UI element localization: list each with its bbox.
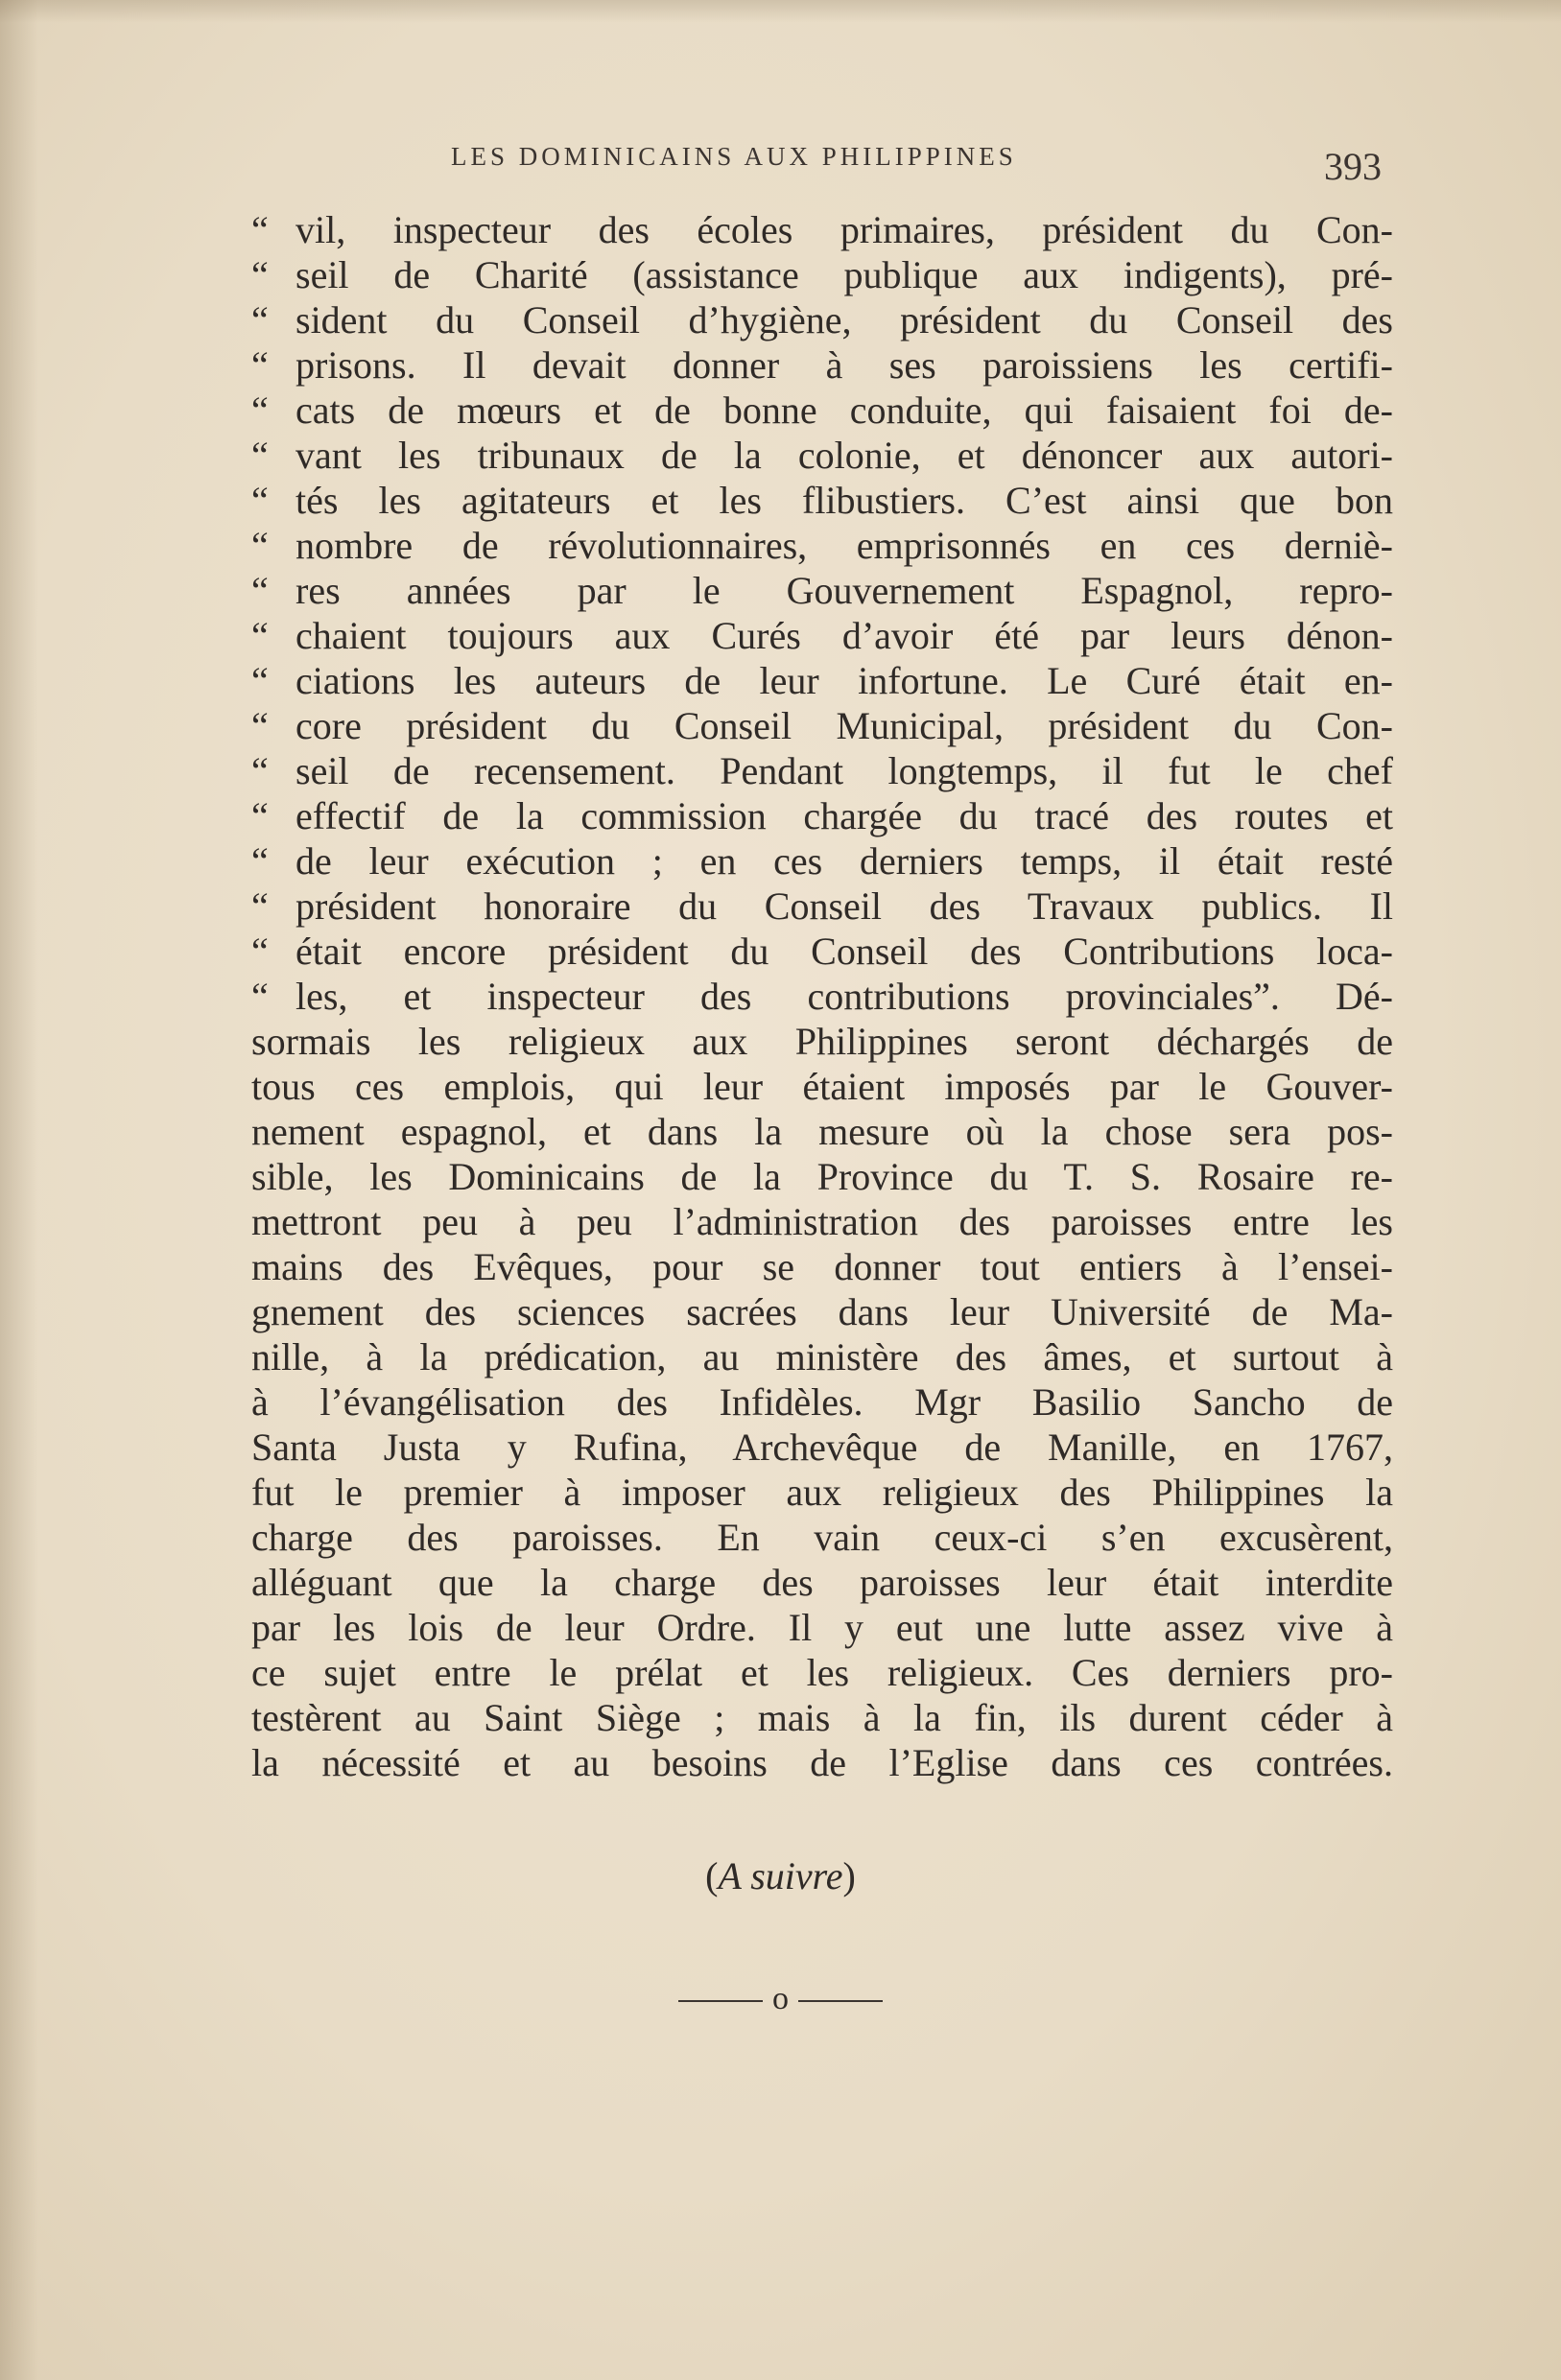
- text-line: fut le premier à imposer aux religieux des Philippines la: [251, 1471, 1393, 1514]
- line-text: de leur exécution ; en ces derniers temps, il était resté: [296, 839, 1393, 883]
- quote-mark: “: [251, 479, 269, 522]
- quoted-text-line: [251, 929, 1393, 974]
- line-text: effectif de la commission chargée du tracé des routes et: [296, 794, 1393, 837]
- text-line: mains des Evêques, pour se donner tout entiers à l’ensei-: [251, 1245, 1393, 1288]
- quoted-text-line: [251, 252, 1393, 297]
- ornament-rule-left: [678, 2000, 763, 2002]
- page-number: 393: [1324, 145, 1382, 188]
- quoted-text-line: [251, 207, 1393, 252]
- text-line: sible, les Dominicains de la Province du T. S. Rosaire re-: [251, 1155, 1393, 1198]
- quoted-text-line: [251, 884, 1393, 929]
- text-line: Santa Justa y Rufina, Archevêque de Manille, en 1767,: [251, 1426, 1393, 1469]
- quoted-text-line: [251, 838, 1393, 884]
- line-text: prisons. Il devait donner à ses paroissiens les certifi-: [296, 343, 1393, 387]
- text-line: nement espagnol, et dans la mesure où la chose sera pos-: [251, 1110, 1393, 1153]
- quoted-text-line: [251, 433, 1393, 478]
- continued-text: A suivre: [718, 1854, 843, 1897]
- quote-mark: “: [251, 524, 269, 567]
- text-line: nille, à la prédication, au ministère des âmes, et surtout à: [251, 1335, 1393, 1379]
- text-line: par les lois de leur Ordre. Il y eut une lutte assez vive à: [251, 1606, 1393, 1649]
- text-line: mettront peu à peu l’administration des paroisses entre les: [251, 1200, 1393, 1243]
- quote-mark: “: [251, 975, 269, 1018]
- quote-mark: “: [251, 614, 269, 657]
- line-text: chaient toujours aux Curés d’avoir été par leurs dénon-: [296, 614, 1393, 657]
- quote-mark: “: [251, 208, 269, 251]
- quoted-text-line: [251, 748, 1393, 793]
- text-line: sormais les religieux aux Philippines seront déchargés de: [251, 1020, 1393, 1063]
- spine-shadow: [0, 0, 38, 2380]
- line-text: res années par le Gouvernement Espagnol, repro-: [296, 569, 1393, 612]
- text-line: à l’évangélisation des Infidèles. Mgr Basilio Sancho de: [251, 1380, 1393, 1424]
- line-text: président honoraire du Conseil des Travaux publics. Il: [296, 884, 1393, 928]
- text-line: gnement des sciences sacrées dans leur Université de Ma-: [251, 1290, 1393, 1333]
- quote-mark: “: [251, 749, 269, 792]
- section-ornament: [0, 1981, 1561, 2017]
- quote-mark: “: [251, 253, 269, 296]
- text-line: la nécessité et au besoins de l’Eglise dans ces contrées.: [251, 1741, 1393, 1784]
- quoted-text-line: [251, 703, 1393, 748]
- line-text: seil de Charité (assistance publique aux indigents), pré-: [296, 253, 1393, 296]
- quote-mark: “: [251, 704, 269, 747]
- text-line: alléguant que la charge des paroisses leur était interdite: [251, 1561, 1393, 1604]
- quoted-passage: [251, 207, 1393, 1019]
- ornament-glyph: o: [772, 1981, 789, 2016]
- quote-mark: “: [251, 298, 269, 342]
- line-text: sident du Conseil d’hygiène, président du Conseil des: [296, 298, 1393, 342]
- text-line: ce sujet entre le prélat et les religieux. Ces derniers pro-: [251, 1651, 1393, 1694]
- quoted-text-line: [251, 297, 1393, 342]
- line-text: vil, inspecteur des écoles primaires, président du Con-: [296, 208, 1393, 251]
- body-text: [251, 207, 1393, 1785]
- quote-mark: “: [251, 884, 269, 928]
- quote-mark: “: [251, 389, 269, 432]
- line-text: nombre de révolutionnaires, emprisonnés en ces derniè-: [296, 524, 1393, 567]
- quote-mark: “: [251, 659, 269, 702]
- quoted-text-line: [251, 388, 1393, 433]
- paren-open: (: [705, 1854, 719, 1897]
- quote-mark: “: [251, 930, 269, 973]
- quote-mark: “: [251, 343, 269, 387]
- quote-mark: “: [251, 794, 269, 837]
- line-text: les, et inspecteur des contributions provinciales”. Dé-: [296, 975, 1393, 1018]
- line-text: core président du Conseil Municipal, président du Con-: [296, 704, 1393, 747]
- quote-mark: “: [251, 434, 269, 477]
- quoted-text-line: [251, 568, 1393, 613]
- text-line: tous ces emplois, qui leur étaient imposés par le Gouver-: [251, 1065, 1393, 1108]
- ornament-rule-right: [798, 2000, 883, 2002]
- line-text: ciations les auteurs de leur infortune. Le Curé était en-: [296, 659, 1393, 702]
- line-text: seil de recensement. Pendant longtemps, il fut le chef: [296, 749, 1393, 792]
- quoted-text-line: [251, 342, 1393, 388]
- quoted-text-line: [251, 478, 1393, 523]
- quoted-text-line: [251, 974, 1393, 1019]
- top-shadow: [0, 0, 1561, 23]
- line-text: était encore président du Conseil des Contributions loca-: [296, 930, 1393, 973]
- text-line: testèrent au Saint Siège ; mais à la fin, ils durent céder à: [251, 1696, 1393, 1739]
- quoted-text-line: [251, 523, 1393, 568]
- paren-close: ): [842, 1854, 856, 1897]
- main-paragraph: [251, 1019, 1393, 1785]
- line-text: tés les agitateurs et les flibustiers. C’est ainsi que bon: [296, 479, 1393, 522]
- to-be-continued: [0, 1853, 1561, 1898]
- quote-mark: “: [251, 839, 269, 883]
- quoted-text-line: [251, 793, 1393, 838]
- quoted-text-line: [251, 613, 1393, 658]
- quoted-text-line: [251, 658, 1393, 703]
- line-text: cats de mœurs et de bonne conduite, qui faisaient foi de-: [296, 389, 1393, 432]
- text-line: charge des paroisses. En vain ceux-ci s’en excusèrent,: [251, 1516, 1393, 1559]
- quote-mark: “: [251, 569, 269, 612]
- line-text: vant les tribunaux de la colonie, et dénoncer aux autori-: [296, 434, 1393, 477]
- running-title: LES DOMINICAINS AUX PHILIPPINES: [451, 142, 1017, 171]
